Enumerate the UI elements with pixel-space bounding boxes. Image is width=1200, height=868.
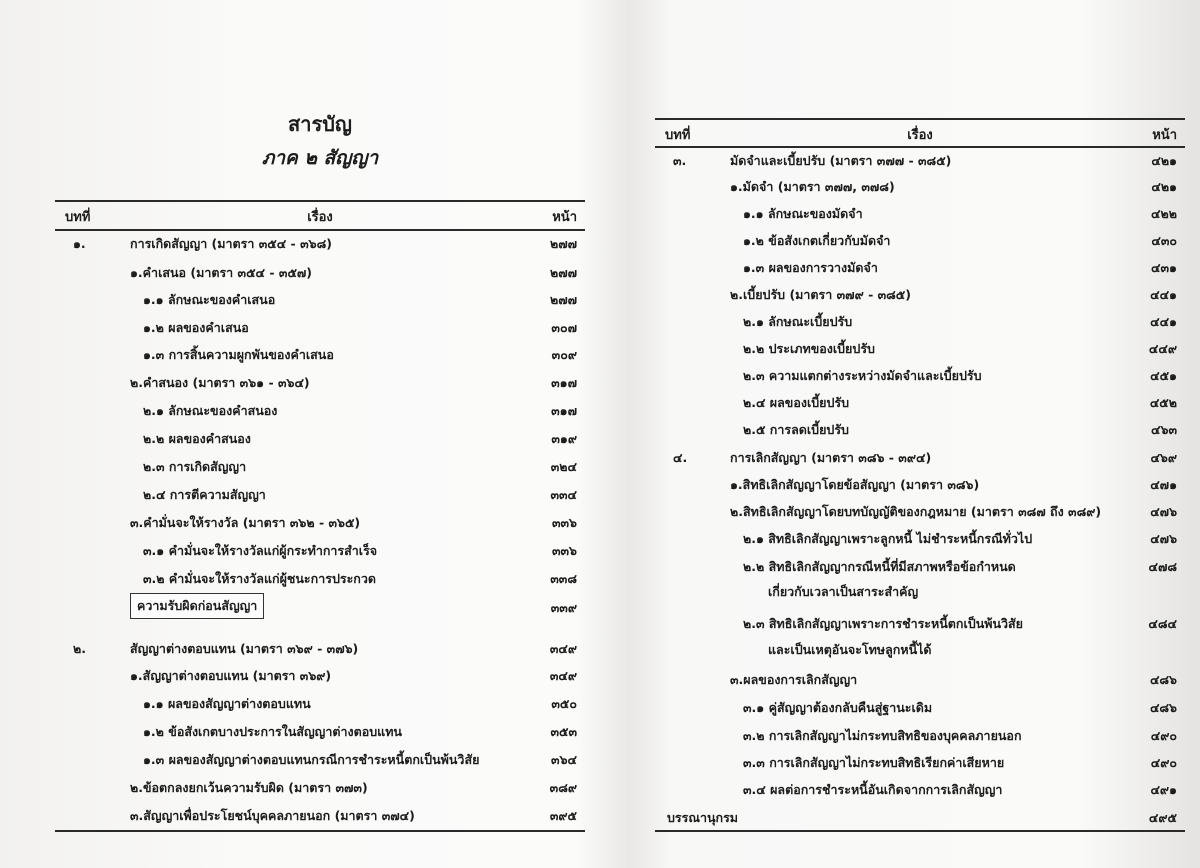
entry-text: ๒.๓ ความแตกต่างระหว่างมัดจำและเบี้ยปรับ — [743, 368, 982, 383]
page-number: ๒๗๗ — [549, 292, 577, 307]
page-number: ๓๑๗ — [551, 375, 577, 390]
boxed-section-title: ความรับผิดก่อนสัญญา — [130, 593, 264, 619]
header-bottom-rule — [655, 146, 1185, 148]
toc-entry[interactable] — [55, 233, 585, 255]
entry-text: ๑.๓ ผลของการวางมัดจำ — [743, 260, 878, 275]
page-number: ๔๓๐ — [1151, 233, 1177, 248]
toc-entry[interactable] — [55, 721, 585, 743]
entry-text: ๑.๑ ผลของสัญญาต่างตอบแทน — [143, 696, 311, 711]
toc-entry-continuation — [655, 581, 1185, 603]
entry-text: การเกิดสัญญา (มาตรา ๓๕๔ - ๓๖๘) — [130, 236, 332, 251]
entry-text: ๓.๒ การเลิกสัญญาไม่กระทบสิทธิของบุคคลภายนอก — [743, 728, 1022, 743]
entry-text: ๒.๔ ผลของเบี้ยปรับ — [743, 395, 850, 410]
toc-entry[interactable] — [655, 501, 1185, 523]
entry-text: ๒.๓ สิทธิเลิกสัญญาเพราะการชำระหนี้ตกเป็นพ้นวิสัย — [743, 616, 1024, 631]
toc-entry[interactable] — [55, 638, 585, 660]
header-top-rule — [655, 118, 1185, 120]
entry-text: ๒.๒ ประเภทของเบี้ยปรับ — [743, 341, 875, 356]
entry-text: ๓.ผลของการเลิกสัญญา — [730, 672, 858, 687]
toc-entry[interactable] — [655, 230, 1185, 252]
entry-text: ๒.ข้อตกลงยกเว้นความรับผิด (มาตรา ๓๗๓) — [130, 780, 368, 795]
toc-entry[interactable] — [55, 568, 585, 590]
toc-entry[interactable] — [55, 805, 585, 827]
entry-text: ๒.๑ ลักษณะของคำสนอง — [143, 403, 278, 418]
toc-header — [655, 121, 1185, 143]
entry-text: ๒.๑ ลักษณะเบี้ยปรับ — [743, 314, 853, 329]
toc-entry[interactable] — [55, 512, 585, 534]
entry-text: ๓.๑ คู่สัญญาต้องกลับคืนสู่ฐานะเดิม — [743, 700, 933, 715]
entry-text: ๒.เบี้ยปรับ (มาตรา ๓๗๙ - ๓๘๕) — [730, 287, 911, 302]
page-number: ๓๓๖ — [551, 515, 577, 530]
toc-entry[interactable] — [55, 289, 585, 311]
page-number: ๔๘๔ — [1148, 616, 1177, 631]
page-number: ๓๓๔ — [550, 487, 577, 502]
toc-entry[interactable] — [55, 749, 585, 771]
page-number: ๔๙๕ — [1148, 810, 1177, 825]
page-number: ๔๕๑ — [1150, 368, 1177, 383]
page-number: ๔๒๑ — [1151, 179, 1177, 194]
chapter-number: ๑. — [73, 236, 86, 251]
toc-entry-boxed[interactable] — [55, 597, 585, 619]
entry-text: ๒.๔ การตีความสัญญา — [143, 487, 266, 502]
toc-entry[interactable] — [55, 428, 585, 450]
toc-entry[interactable] — [55, 400, 585, 422]
entry-text: ๓.สัญญาเพื่อประโยชน์บุคคลภายนอก (มาตรา ๓๗๔) — [130, 808, 415, 823]
toc-header — [55, 203, 585, 225]
page-number: ๓๕๐ — [551, 696, 577, 711]
page-number: ๓๑๗ — [551, 403, 577, 418]
entry-text: เกี่ยวกับเวลาเป็นสาระสำคัญ — [768, 584, 919, 599]
toc-entry[interactable] — [55, 540, 585, 562]
toc-entry[interactable] — [655, 447, 1185, 469]
toc-entry[interactable] — [655, 474, 1185, 496]
page-number: ๔๒๒ — [1151, 206, 1177, 221]
page-number: ๓๙๕ — [549, 808, 577, 823]
page-number: ๔๓๑ — [1151, 260, 1177, 275]
page-number: ๔๖๙ — [1150, 450, 1177, 465]
toc-entry[interactable] — [655, 284, 1185, 306]
header-bottom-rule — [55, 229, 585, 231]
page-number: ๔๘๖ — [1149, 672, 1177, 687]
toc-entry[interactable] — [655, 176, 1185, 198]
page-number: ๔๔๙ — [1148, 341, 1177, 356]
page-number: ๔๕๒ — [1149, 395, 1177, 410]
chapter-number: ๔. — [673, 450, 688, 465]
page-number: ๒๗๗ — [549, 236, 577, 251]
entry-text: ๑.คำเสนอ (มาตรา ๓๕๔ - ๓๕๗) — [130, 265, 313, 280]
toc-entry[interactable] — [655, 697, 1185, 719]
header-top-rule — [55, 200, 585, 202]
toc-entry-continuation — [655, 639, 1185, 661]
entry-text: ๑.๑ ลักษณะของคำเสนอ — [143, 292, 276, 307]
toc-entry[interactable] — [55, 344, 585, 366]
toc-entry[interactable] — [655, 419, 1185, 441]
page-number: ๔๔๑ — [1150, 287, 1177, 302]
entry-text: บรรณานุกรม — [667, 810, 739, 825]
footer-rule — [655, 830, 1185, 832]
toc-entry[interactable] — [655, 725, 1185, 747]
toc-entry[interactable] — [55, 777, 585, 799]
entry-text: ๑.๑ ลักษณะของมัดจำ — [743, 206, 863, 221]
page-number: ๔๗๖ — [1150, 531, 1177, 546]
toc-entry[interactable] — [655, 556, 1185, 578]
header-topic: เรื่อง — [907, 128, 933, 143]
toc-entry[interactable] — [655, 257, 1185, 279]
entry-text: สัญญาต่างตอบแทน (มาตรา ๓๖๙ - ๓๗๖) — [130, 641, 359, 656]
entry-text: ๑.๒ ข้อสังเกตบางประการในสัญญาต่างตอบแทน — [143, 724, 402, 739]
page-number: ๔๙๐ — [1150, 728, 1177, 743]
chapter-number: ๓. — [673, 153, 687, 168]
footer-rule — [55, 830, 585, 832]
toc-title: สารบัญ — [288, 112, 352, 136]
page-number: ๔๒๑ — [1151, 153, 1177, 168]
header-chapter: บทที่ — [665, 128, 691, 143]
page-number: ๓๐๙ — [551, 347, 577, 362]
entry-text: ๒.คำสนอง (มาตรา ๓๖๑ - ๓๖๔) — [130, 375, 310, 390]
header-page: หน้า — [1152, 128, 1177, 143]
header-page: หน้า — [552, 210, 577, 225]
entry-text: มัดจำและเบี้ยปรับ (มาตรา ๓๗๗ - ๓๘๕) — [730, 153, 952, 168]
entry-text: ๓.๒ คำมั่นจะให้รางวัลแก่ผู้ชนะการประกวด — [143, 571, 377, 586]
entry-text: ๒.๑ สิทธิเลิกสัญญาเพราะลูกหนี้ ไม่ชำระหนี้กรณีทั่วไป — [743, 531, 1033, 546]
toc-entry[interactable] — [655, 613, 1185, 635]
entry-text: การเลิกสัญญา (มาตรา ๓๘๖ - ๓๙๔) — [730, 450, 932, 465]
entry-text: ๒.๒ สิทธิเลิกสัญญากรณีหนี้ที่มีสภาพหรือข้อกำหนด — [743, 559, 1016, 574]
entry-text: ๑.มัดจำ (มาตรา ๓๗๗, ๓๗๘) — [730, 179, 895, 194]
page-number: ๔๗๑ — [1150, 477, 1177, 492]
page-number: ๔๖๓ — [1151, 422, 1177, 437]
part-title: ภาค ๒ สัญญา — [261, 147, 379, 169]
entry-text: ๓.๑ คำมั่นจะให้รางวัลแก่ผู้กระทำการสำเร็จ — [143, 543, 378, 558]
entry-text: ๓.๓ การเลิกสัญญาไม่กระทบสิทธิเรียกค่าเสียหาย — [743, 755, 1005, 770]
page-number: ๓๘๙ — [549, 780, 577, 795]
entry-text: ๑.๒ ผลของคำเสนอ — [143, 320, 249, 335]
page-number: ๔๗๘ — [1148, 559, 1177, 574]
page-number: ๓๖๔ — [551, 752, 577, 767]
toc-entry[interactable] — [655, 779, 1185, 801]
entry-text: ๒.๓ การเกิดสัญญา — [143, 459, 247, 474]
page-number: ๒๗๗ — [549, 265, 577, 280]
page-number: ๓๑๙ — [551, 431, 577, 446]
entry-text: ๒.๕ การลดเบี้ยปรับ — [743, 422, 849, 437]
entry-text: ๑.๓ การสิ้นความผูกพันของคำเสนอ — [143, 347, 334, 362]
toc-entry-bibliography[interactable] — [655, 807, 1185, 829]
toc-entry[interactable] — [655, 669, 1185, 691]
toc-entry[interactable] — [655, 365, 1185, 387]
page-number: ๔๘๖ — [1149, 700, 1177, 715]
toc-entry[interactable] — [55, 317, 585, 339]
header-topic: เรื่อง — [307, 210, 333, 225]
page-number: ๓๕๓ — [550, 724, 577, 739]
entry-text: ๑.๒ ข้อสังเกตเกี่ยวกับมัดจำ — [743, 233, 891, 248]
page-number: ๔๔๑ — [1150, 314, 1177, 329]
page-number: ๓๒๔ — [550, 459, 577, 474]
toc-entry[interactable] — [655, 203, 1185, 225]
page-number: ๓๓๖ — [551, 543, 577, 558]
page-number: ๓๔๙ — [549, 668, 577, 683]
entry-text: ๑.๓ ผลของสัญญาต่างตอบแทนกรณีการชำระหนี้ตกเป็นพ้นวิสัย — [143, 752, 480, 767]
page-number: ๓๔๙ — [549, 641, 577, 656]
entry-text: ๒.สิทธิเลิกสัญญาโดยบทบัญญัติของกฎหมาย (มาตรา ๓๘๗ ถึง ๓๘๙) — [730, 504, 1102, 519]
toc-entry[interactable] — [655, 392, 1185, 414]
page-number: ๔๙๐ — [1150, 755, 1177, 770]
toc-entry[interactable] — [655, 338, 1185, 360]
entry-text: ๓.คำมั่นจะให้รางวัล (มาตรา ๓๖๒ - ๓๖๕) — [130, 515, 361, 530]
page-number: ๔๗๖ — [1150, 504, 1177, 519]
toc-entry[interactable] — [655, 150, 1185, 172]
entry-text: ๒.๒ ผลของคำสนอง — [143, 431, 251, 446]
entry-text: ๑.สิทธิเลิกสัญญาโดยข้อสัญญา (มาตรา ๓๘๖) — [730, 477, 980, 492]
page-number: ๔๙๑ — [1150, 782, 1177, 797]
entry-text: ๑.สัญญาต่างตอบแทน (มาตรา ๓๖๙) — [130, 668, 332, 683]
page-number: ๓๓๙ — [550, 600, 577, 615]
toc-entry[interactable] — [655, 528, 1185, 550]
page-number: ๓๐๗ — [551, 320, 577, 335]
page-number: ๓๓๘ — [550, 571, 577, 586]
toc-entry[interactable] — [55, 665, 585, 687]
toc-entry[interactable] — [655, 752, 1185, 774]
header-chapter: บทที่ — [65, 210, 91, 225]
toc-entry[interactable] — [55, 262, 585, 284]
toc-entry[interactable] — [55, 372, 585, 394]
entry-text: ๓.๔ ผลต่อการชำระหนี้อันเกิดจากการเลิกสัญญา — [743, 782, 1003, 797]
toc-entry[interactable] — [655, 311, 1185, 333]
entry-text: และเป็นเหตุอันจะโทษลูกหนี้ได้ — [768, 642, 932, 657]
toc-entry[interactable] — [55, 693, 585, 715]
chapter-number: ๒. — [73, 641, 86, 656]
toc-entry[interactable] — [55, 484, 585, 506]
toc-entry[interactable] — [55, 456, 585, 478]
